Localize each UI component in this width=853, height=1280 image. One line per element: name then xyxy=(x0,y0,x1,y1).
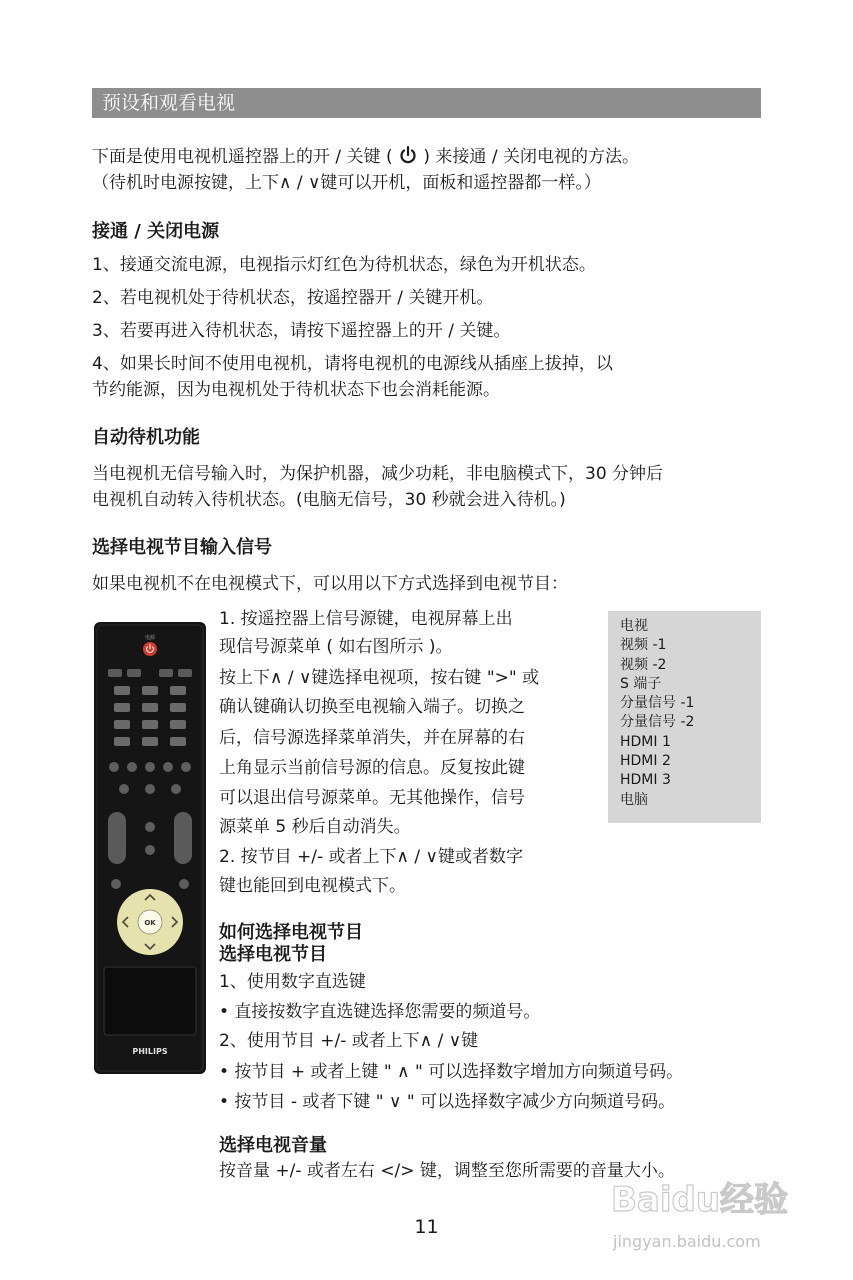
select-input-line: 键也能回到电视模式下。 xyxy=(219,876,406,896)
source-menu-item: 视频 -1 xyxy=(620,637,667,654)
how-select-line: • 直接按数字直选键选择您需要的频道号。 xyxy=(219,1002,541,1022)
select-input-line: 2. 按节目 +/- 或者上下∧ / ∨键或者数字 xyxy=(219,847,523,867)
auto-standby-title: 自动待机功能 xyxy=(92,427,200,448)
remote-brand: PHILIPS xyxy=(132,1047,168,1056)
source-menu-item: 分量信号 -1 xyxy=(620,695,695,712)
volume-line: 按音量 +/- 或者左右 </> 键，调整至您所需要的音量大小。 xyxy=(219,1161,675,1181)
intro-line-1: 下面是使用电视机遥控器上的开 / 关键 ( ) 来接通 / 关闭电视的方法。 xyxy=(92,147,639,167)
how-select-line: 2、使用节目 +/- 或者上下∧ / ∨键 xyxy=(219,1031,479,1051)
power-item: 4、如果长时间不使用电视机，请将电视机的电源线从插座上拔掉，以 xyxy=(92,354,613,374)
select-program-title: 选择电视节目 xyxy=(219,944,327,965)
watermark-url: jingyan.baidu.com xyxy=(613,1232,761,1251)
how-select-line: 1、使用数字直选键 xyxy=(219,972,366,992)
select-input-line: 按上下∧ / ∨键选择电视项，按右键 ">" 或 xyxy=(219,668,540,688)
volume-title: 选择电视音量 xyxy=(219,1135,327,1156)
baidu-watermark xyxy=(605,1165,845,1265)
source-menu-item: HDMI 3 xyxy=(620,772,671,789)
how-select-line: • 按节目 + 或者上键 " ∧ " 可以选择数字增加方向频道号码。 xyxy=(219,1062,684,1082)
power-icon xyxy=(398,145,418,165)
remote-control-image xyxy=(94,622,206,1074)
remote-lower-panel xyxy=(104,967,196,1035)
select-input-line: 现信号源菜单 ( 如右图所示 )。 xyxy=(219,637,453,657)
auto-standby-line: 电视机自动转入待机状态。(电脑无信号，30 秒就会进入待机。) xyxy=(92,490,566,510)
select-input-line: 1. 按遥控器上信号源键，电视屏幕上出 xyxy=(219,609,513,629)
select-input-line: 源菜单 5 秒后自动消失。 xyxy=(219,817,411,837)
power-item: 2、若电视机处于待机状态，按遥控器开 / 关键开机。 xyxy=(92,288,494,308)
how-select-title: 如何选择电视节目 xyxy=(219,922,363,943)
source-menu-item: 电视 xyxy=(620,618,648,634)
select-input-line: 上角显示当前信号源的信息。反复按此键 xyxy=(219,758,525,778)
auto-standby-line: 当电视机无信号输入时，为保护机器，减少功耗，非电脑模式下，30 分钟后 xyxy=(92,464,664,484)
power-item: 1、接通交流电源，电视指示灯红色为待机状态，绿色为开机状态。 xyxy=(92,255,596,275)
select-input-title: 选择电视节目输入信号 xyxy=(92,537,272,558)
source-menu-item: HDMI 2 xyxy=(620,753,671,770)
source-menu-item: 电脑 xyxy=(620,791,648,808)
watermark-logo: Baidu经验 xyxy=(611,1180,789,1220)
page-number: 11 xyxy=(414,1216,439,1238)
select-input-line: 后，信号源选择菜单消失，并在屏幕的右 xyxy=(219,728,525,748)
remote-channel-rocker xyxy=(174,812,192,864)
power-item: 节约能源，因为电视机处于待机状态下也会消耗能源。 xyxy=(92,380,500,400)
source-menu-item: S 端子 xyxy=(620,675,662,692)
section-header: 预设和观看电视 xyxy=(92,88,761,118)
power-label: 电源 xyxy=(144,635,156,641)
source-menu-item: 分量信号 -2 xyxy=(620,714,695,731)
ok-label: OK xyxy=(144,919,156,927)
source-menu-item: HDMI 1 xyxy=(620,733,671,750)
select-input-line: 可以退出信号源菜单。无其他操作，信号 xyxy=(219,788,525,808)
remote-volume-rocker xyxy=(108,812,126,864)
how-select-line: • 按节目 - 或者下键 " ∨ " 可以选择数字减少方向频道号码。 xyxy=(219,1092,676,1112)
power-section-title: 接通 / 关闭电源 xyxy=(92,221,220,242)
select-input-line: 确认键确认切换至电视输入端子。切换之 xyxy=(219,697,525,717)
source-menu-item: 视频 -2 xyxy=(620,656,667,673)
power-item: 3、若要再进入待机状态，请按下遥控器上的开 / 关键。 xyxy=(92,321,511,341)
source-menu xyxy=(608,611,761,823)
select-input-intro: 如果电视机不在电视模式下，可以用以下方式选择到电视节目： xyxy=(92,574,568,594)
intro-line-2: （待机时电源按键，上下∧ / ∨键可以开机，面板和遥控器都一样。） xyxy=(92,173,601,193)
